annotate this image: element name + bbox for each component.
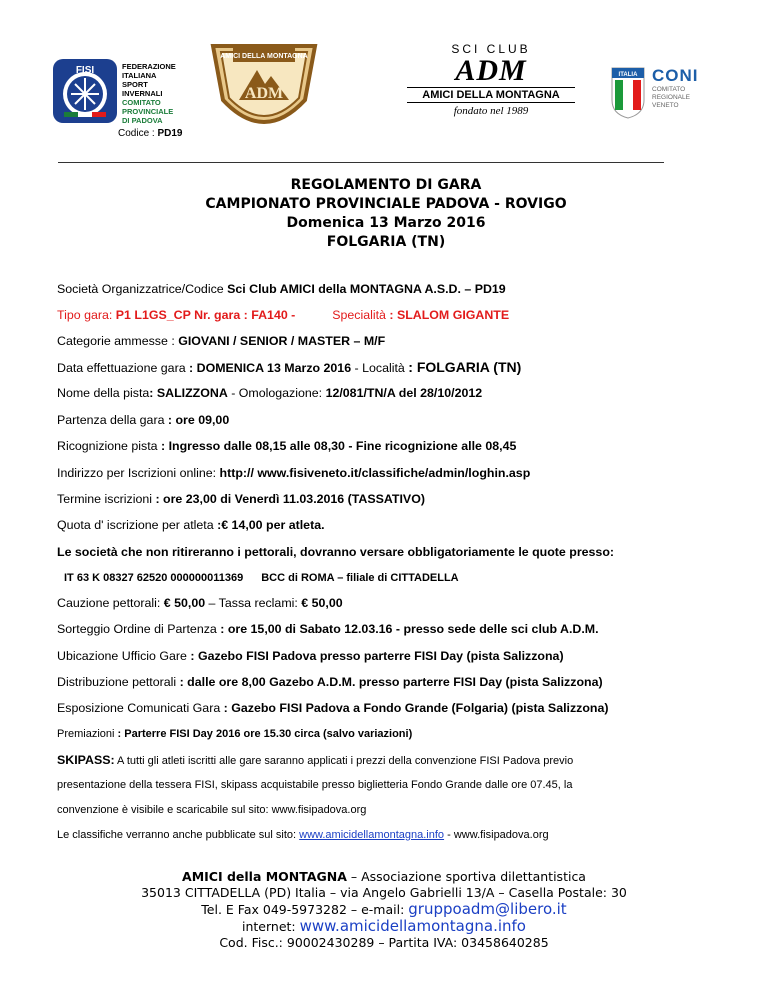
italia-shield-icon	[610, 66, 646, 120]
footer-contact: Tel. E Fax 049-5973282 – e-mail: gruppoadm@libero.it	[201, 900, 567, 918]
footer-fiscal: Cod. Fisc.: 90002430289 – Partita IVA: 03458640285	[219, 935, 549, 950]
rankings-line: Le classifiche verranno anche pubblicate sul sito: www.amicidellamontagna.info - www.fisipadova.org	[57, 829, 549, 841]
adm-founded: fondato nel 1989	[453, 105, 529, 117]
bib-notice-line: Le società che non ritireranno i pettorali, dovranno versare obbligatoriamente le quote presso:	[57, 545, 615, 559]
deposit-line: Cauzione pettorali: € 50,00 – Tassa reclami: € 50,00	[57, 596, 343, 610]
fisi-shield-icon	[52, 58, 118, 124]
title-line: FOLGARIA (TN)	[326, 234, 446, 250]
coni-subtitle: COMITATO REGIONALE VENETO	[652, 86, 690, 109]
fisi-logo	[52, 52, 202, 132]
deadline-line: Termine iscrizioni : ore 23,00 di Venerdì 11.03.2016 (TASSATIVO)	[57, 492, 425, 506]
race-code: Codice : PD19	[118, 128, 183, 139]
draw-line: Sorteggio Ordine di Partenza : ore 15,00 di Sabato 12.03.16 - presso sede delle sci club A.D.M.	[57, 622, 599, 636]
email-link[interactable]: gruppoadm@libero.it	[408, 900, 567, 918]
adm-logo	[403, 42, 579, 128]
date-line: Data effettuazione gara : DOMENICA 13 Marzo 2016 - Località : FOLGARIA (TN)	[57, 359, 522, 375]
title-line: Domenica 13 Marzo 2016	[286, 215, 486, 231]
skipass-line-3: convenzione è visibile e scaricabile sul sito: www.fisipadova.org	[57, 804, 367, 816]
adm-sci-club: SCI CLUB	[451, 42, 531, 56]
notices-line: Esposizione Comunicati Gara : Gazebo FISI Padova a Fondo Grande (Folgaria) (pista Salizzona)	[57, 701, 609, 715]
title-line: REGOLAMENTO DI GARA	[290, 177, 482, 193]
bib-distribution-line: Distribuzione pettorali : dalle ore 8,00 Gazebo A.D.M. presso parterre FISI Day (pista Salizzona)	[57, 675, 603, 689]
skipass-line-1: SKIPASS: A tutti gli atleti iscritti alle gare saranno applicati i prezzi della convenzione FISI Padova previo	[57, 753, 574, 767]
awards-line: Premiazioni : Parterre FISI Day 2016 ore 15.30 circa (salvo variazioni)	[57, 728, 413, 740]
organizer-line: Società Organizzatrice/Codice Sci Club AMICI della MONTAGNA A.S.D. – PD19	[57, 282, 506, 296]
fisi-name: FEDERAZIONE ITALIANA SPORT INVERNALI COMITATO PROVINCIALE DI PADOVA	[122, 62, 176, 125]
registration-link[interactable]: http:// www.fisiveneto.it/classifiche/admin/loghin.asp	[219, 466, 531, 480]
registration-url-line: Indirizzo per Iscrizioni online: http:// www.fisiveneto.it/classifiche/admin/loghin.asp	[57, 466, 531, 480]
header-divider	[58, 162, 664, 163]
coni-logo	[610, 66, 720, 126]
adm-badge-logo	[205, 40, 323, 140]
adm-name: AMICI DELLA MONTAGNA	[422, 89, 560, 101]
svg-text:AMICI DELLA MONTAGNA: AMICI DELLA MONTAGNA	[220, 53, 308, 60]
slope-line: Nome della pista: SALIZZONA - Omologazione: 12/081/TN/A del 28/10/2012	[57, 386, 483, 400]
adm-letters: ADM	[455, 54, 527, 87]
start-line: Partenza della gara : ore 09,00	[57, 413, 230, 427]
svg-text:ITALIA: ITALIA	[618, 72, 638, 78]
amici-link[interactable]: www.amicidellamontagna.info	[299, 829, 445, 841]
coni-word: CONI	[652, 66, 699, 85]
footer-org: AMICI della MONTAGNA – Associazione sportiva dilettantistica	[182, 869, 586, 884]
fee-line: Quota d' iscrizione per atleta :€ 14,00 per atleta.	[57, 518, 325, 532]
title-line: CAMPIONATO PROVINCIALE PADOVA - ROVIGO	[205, 196, 567, 212]
footer-internet: internet: www.amicidellamontagna.info	[242, 917, 526, 935]
svg-text:FISI: FISI	[75, 65, 95, 76]
website-link[interactable]: www.amicidellamontagna.info	[299, 917, 526, 935]
footer	[0, 869, 768, 951]
race-type-line: Tipo gara: P1 L1GS_CP Nr. gara : FA140 - Specialità : SLALOM GIGANTE	[57, 308, 510, 322]
inspection-line: Ricognizione pista : Ingresso dalle 08,15 alle 08,30 - Fine ricognizione alle 08,45	[57, 439, 517, 453]
race-office-line: Ubicazione Ufficio Gare : Gazebo FISI Padova presso parterre FISI Day (pista Salizzona)	[57, 649, 564, 663]
svg-text:ADM: ADM	[244, 85, 284, 102]
document-title	[58, 176, 714, 252]
skipass-line-2: presentazione della tessera FISI, skipass acquistabile presso biglietteria Fondo Grande dalle ore 07.45, la	[57, 779, 573, 791]
categories-line: Categorie ammesse : GIOVANI / SENIOR / MASTER – M/F	[57, 334, 386, 348]
bank-line: IT 63 K 08327 62520 000000011369 BCC di ROMA – filiale di CITTADELLA	[64, 572, 459, 584]
footer-address: 35013 CITTADELLA (PD) Italia – via Angelo Gabrielli 13/A – Casella Postale: 30	[141, 885, 627, 900]
